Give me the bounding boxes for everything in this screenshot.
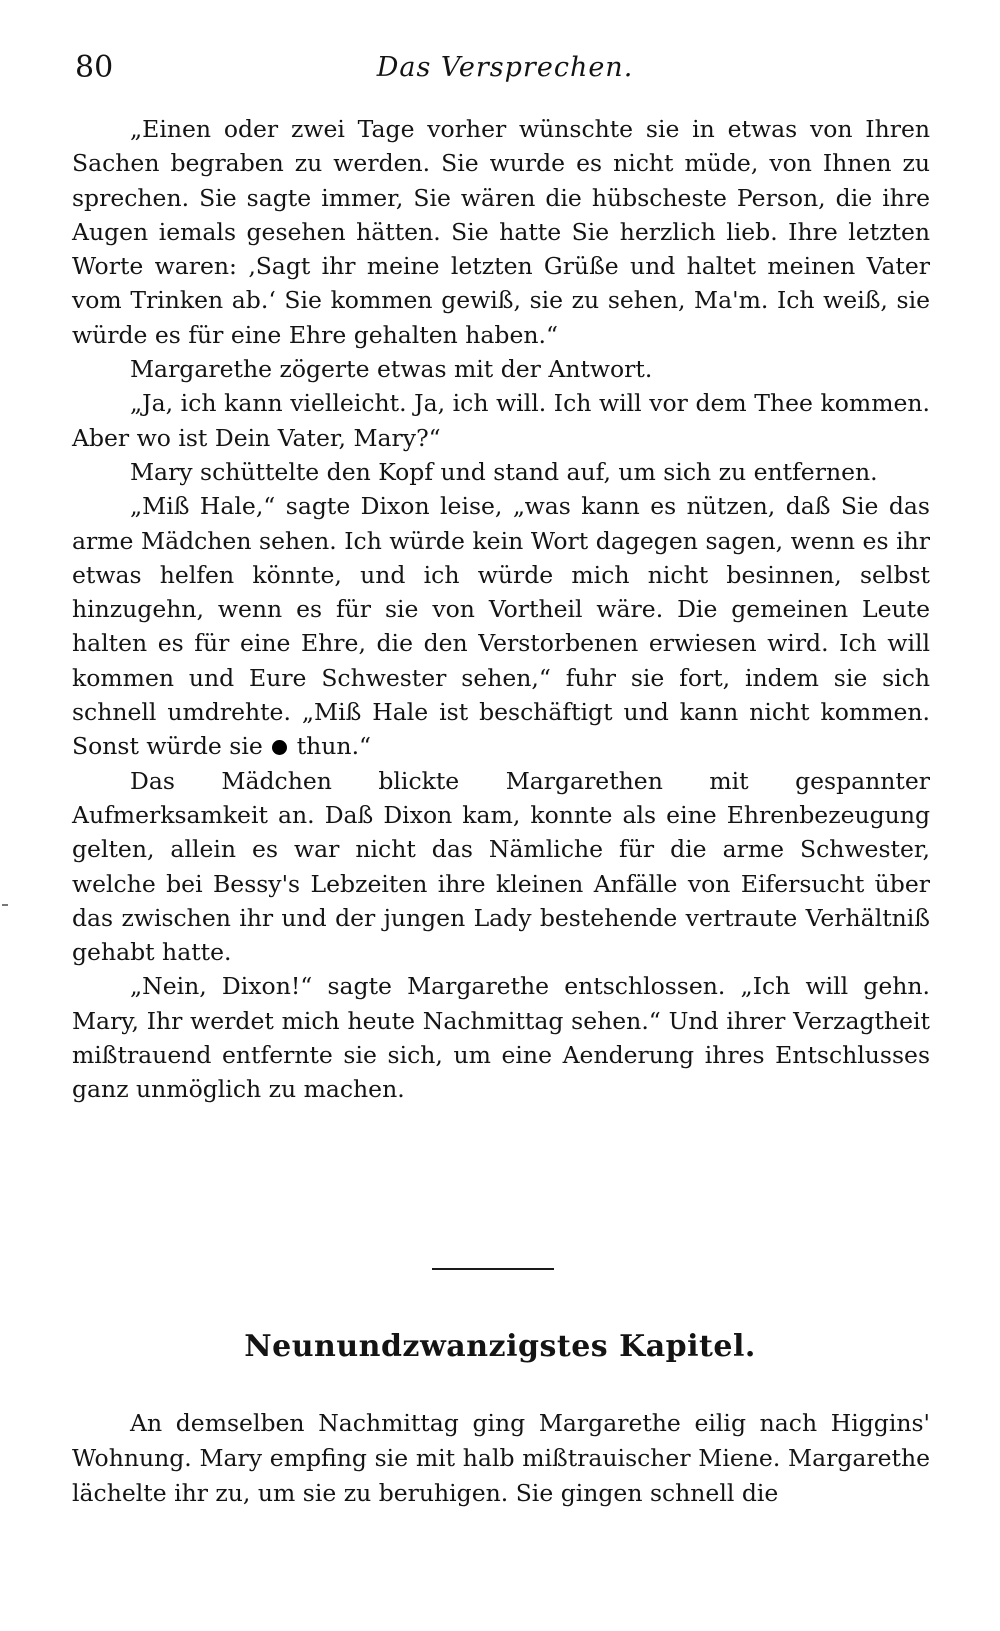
paragraph: Das Mädchen blickte Margarethen mit gespannter Aufmerksamkeit an. Daß Dixon kam, konnte als eine Ehrenbezeugung gelten, allein es war nicht das Nämliche für die arme Schwester, welche bei Bessy's Lebzeiten ihre kleinen Anfälle von Eifersucht über das zwischen ihr und der jungen Lady bestehende vertraute Verhältniß gehabt hatte. [72,766,930,967]
paragraph: An demselben Nachmittag ging Margarethe eilig nach Higgins' Wohnung. Mary empfing sie mit halb mißtrauischer Miene. Margarethe lächelte ihr zu, um sie zu beruhigen. Sie gingen schnell die [72,1409,930,1507]
chapter-title: Neunundzwanzigstes Kapitel. [244,1329,756,1364]
paragraph: Margarethe zögerte etwas mit der Antwort. [130,355,653,384]
page-number: 80 [75,50,114,85]
margin-mark [2,904,8,906]
paragraph [72,489,930,763]
section-divider [432,1268,554,1270]
ink-blot-icon [272,740,287,755]
paragraph-text-tail: thun.“ [296,732,372,761]
paragraph: „Einen oder zwei Tage vorher wünschte sie in etwas von Ihren Sachen begraben zu werden. Sie wurde es nicht müde, von Ihnen zu sprechen. Sie sagte immer, Sie wären die hübscheste Person, die ihre Augen iemals gesehen hätten. Sie hatte Sie herzlich lieb. Ihre letzten Worte waren: ‚Sagt ihr meine letzten Grüße und haltet meinen Vater vom Trinken ab.‘ Sie kommen gewiß, sie zu sehen, Ma'm. Ich weiß, sie würde es für eine Ehre gehalten haben.“ [72,115,930,349]
paragraph: „Nein, Dixon!“ sagte Margarethe entschlossen. „Ich will gehn. Mary, Ihr werdet mich heute Nachmittag sehen.“ Und ihrer Verzagtheit mißtrauend entfernte sie sich, um eine Aenderung ihres Entschlusses ganz unmöglich zu machen. [72,972,930,1104]
running-title: Das Versprechen. [376,52,634,83]
paragraph: Mary schüttelte den Kopf und stand auf, um sich zu entfernen. [130,457,878,486]
running-head [75,48,935,88]
body-text [72,112,930,1107]
paragraph-text: „Miß Hale,“ sagte Dixon leise, „was kann es nützen, daß Sie das arme Mädchen sehen. Ich würde kein Wort dagegen sagen, wenn es ihr etwas helfen könnte, und ich würde mich nicht besinnen, selbst hinzugehn, wenn es für sie von Vortheil wäre. Die gemeinen Leute halten es für eine Ehre, die den Verstorbenen erwiesen wird. Ich will kommen und Eure Schwester sehen,“ fuhr sie fort, indem sie sich schnell umdrehte. „Miß Hale ist beschäftigt und kann nicht kommen. Sonst würde sie [72,492,930,761]
chapter-text [72,1406,930,1511]
paragraph: „Ja, ich kann vielleicht. Ja, ich will. Ich will vor dem Thee kommen. Aber wo ist Dein Vater, Mary?“ [72,389,930,452]
